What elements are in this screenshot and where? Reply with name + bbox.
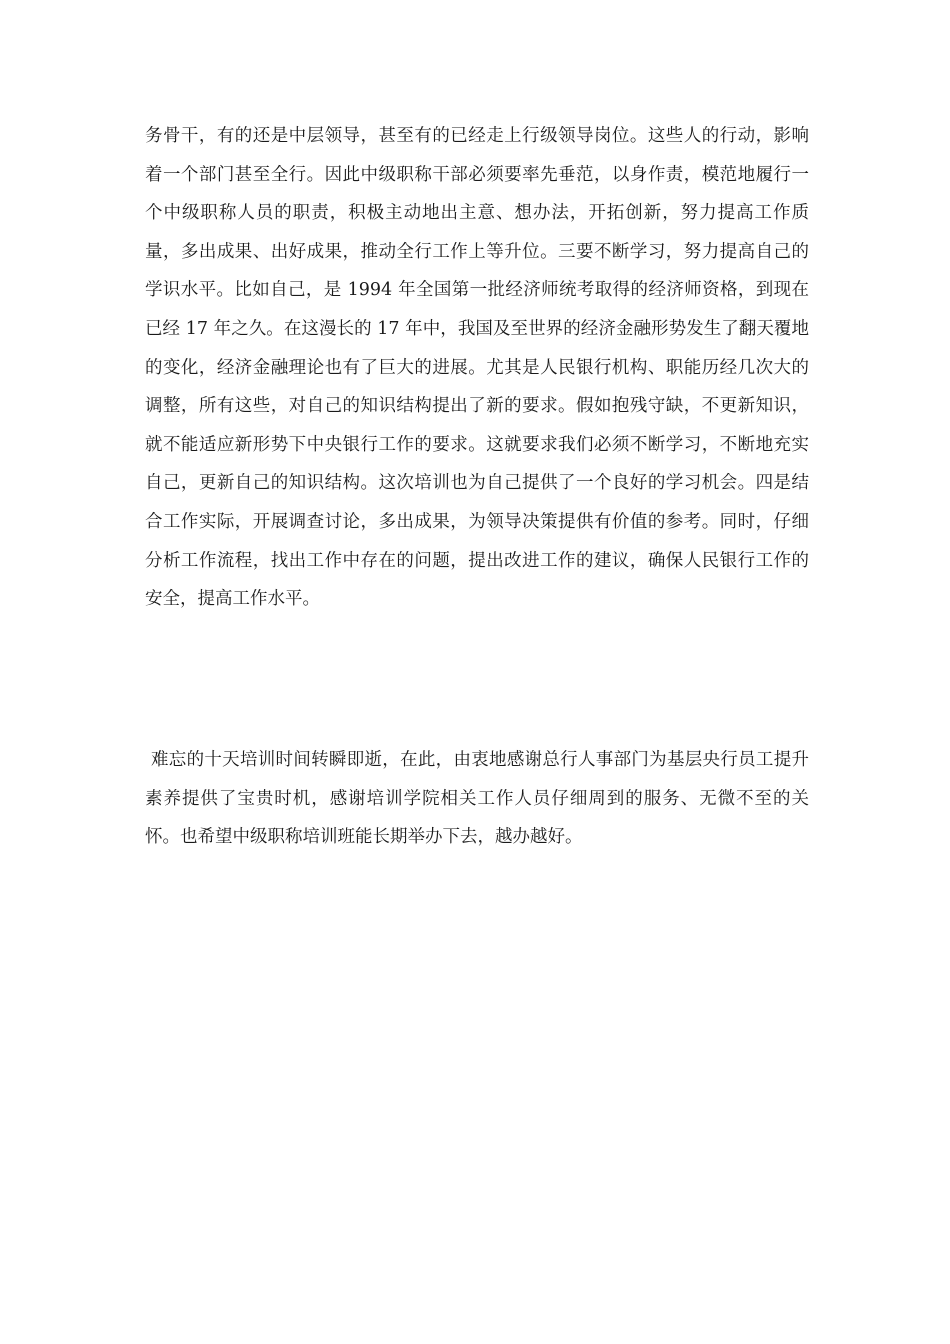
body-paragraph-1: 务骨干，有的还是中层领导，甚至有的已经走上行级领导岗位。这些人的行动，影响着一个部门甚至全行。因此中级职称干部必须要率先垂范，以身作责，模范地履行一个中级职称人员的职责，积极主动地出主意、想办法，开拓创新，努力提高工作质量，多出成果、出好成果，推动全行工作上等升位。三要不断学习，努力提高自己的学识水平。比如自己，是 1994 年全国第一批经济师统考取得的经济师资格，到现在已经 17 年之久。在这漫长的 17 年中，我国及至世界的经济金融形势发生了翻天覆地的变化，经济金融理论也有了巨大的进展。尤其是人民银行机构、职能历经几次大的调整，所有这些，对自己的知识结构提出了新的要求。假如抱残守缺，不更新知识，就不能适应新形势下中央银行工作的要求。这就要求我们必须不断学习，不断地充实自己，更新自己的知识结构。这次培训也为自己提供了一个良好的学习机会。四是结合工作实际，开展调查讨论，多出成果，为领导决策提供有价值的参考。同时，仔细分析工作流程，找出工作中存在的问题，提出改进工作的建议，确保人民银行工作的安全，提高工作水平。 xyxy=(145,126,809,610)
body-paragraph-2: 难忘的十天培训时间转瞬即逝，在此，由衷地感谢总行人事部门为基层央行员工提升素养提供了宝贵时机，感谢培训学院相关工作人员仔细周到的服务、无微不至的关怀。也希望中级职称培训班能长期举办下去，越办越好。 xyxy=(145,750,809,848)
